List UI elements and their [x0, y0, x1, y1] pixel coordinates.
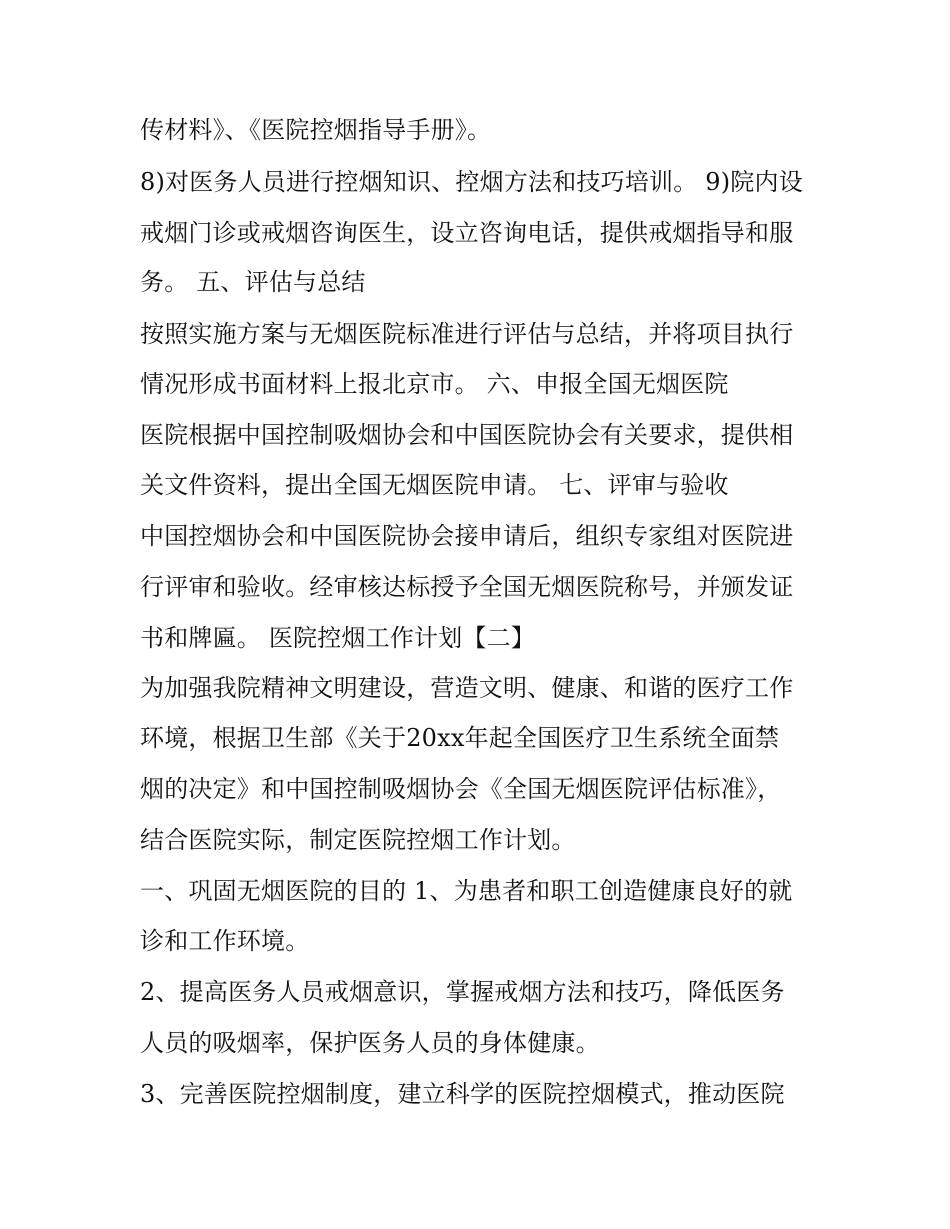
text-line: 中国控烟协会和中国医院协会接申请后，组织专家组对医院进 [140, 522, 794, 550]
text-line: 按照实施方案与无烟医院标准进行评估与总结，并将项目执行 [140, 320, 794, 348]
text-line: 戒烟门诊或戒烟咨询医生，设立咨询电话，提供戒烟指导和服 [140, 219, 794, 247]
text-line: 环境，根据卫生部《关于20xx年起全国医疗卫生系统全面禁 [140, 724, 780, 752]
text-line: 8)对医务人员进行控烟知识、控烟方法和技巧培训。 9)院内设 [140, 168, 803, 196]
text-line: 为加强我院精神文明建设，营造文明、健康、和谐的医疗工作 [140, 674, 794, 702]
section-heading: 书和牌匾。 医院控烟工作计划【二】 [140, 624, 536, 652]
text-line: 行评审和验收。经审核达标授予全国无烟医院称号，并颁发证 [140, 573, 794, 601]
text-line: 传材料》、《医院控烟指导手册》。 [140, 116, 492, 144]
text-line: 诊和工作环境。 [140, 927, 310, 955]
text-line: 人员的吸烟率，保护医务人员的身体健康。 [140, 1029, 600, 1057]
text-line: 烟的决定》和中国控制吸烟协会《全国无烟医院评估标准》， [140, 775, 782, 803]
text-line: 一、巩固无烟医院的目的 1、为患者和职工创造健康良好的就 [140, 877, 793, 905]
text-line: 医院根据中国控制吸烟协会和中国医院协会有关要求，提供相 [140, 421, 794, 449]
text-line: 2、提高医务人员戒烟意识，掌握戒烟方法和技巧，降低医务 [140, 978, 785, 1006]
text-line: 3、完善医院控烟制度，建立科学的医院控烟模式，推动医院 [140, 1080, 785, 1108]
text-line: 结合医院实际，制定医院控烟工作计划。 [140, 826, 576, 854]
text-line: 关文件资料，提出全国无烟医院申请。 七、评审与验收 [140, 471, 729, 499]
text-line: 务。 五、评估与总结 [140, 268, 366, 296]
text-line: 情况形成书面材料上报北京市。 六、申报全国无烟医院 [140, 370, 729, 398]
